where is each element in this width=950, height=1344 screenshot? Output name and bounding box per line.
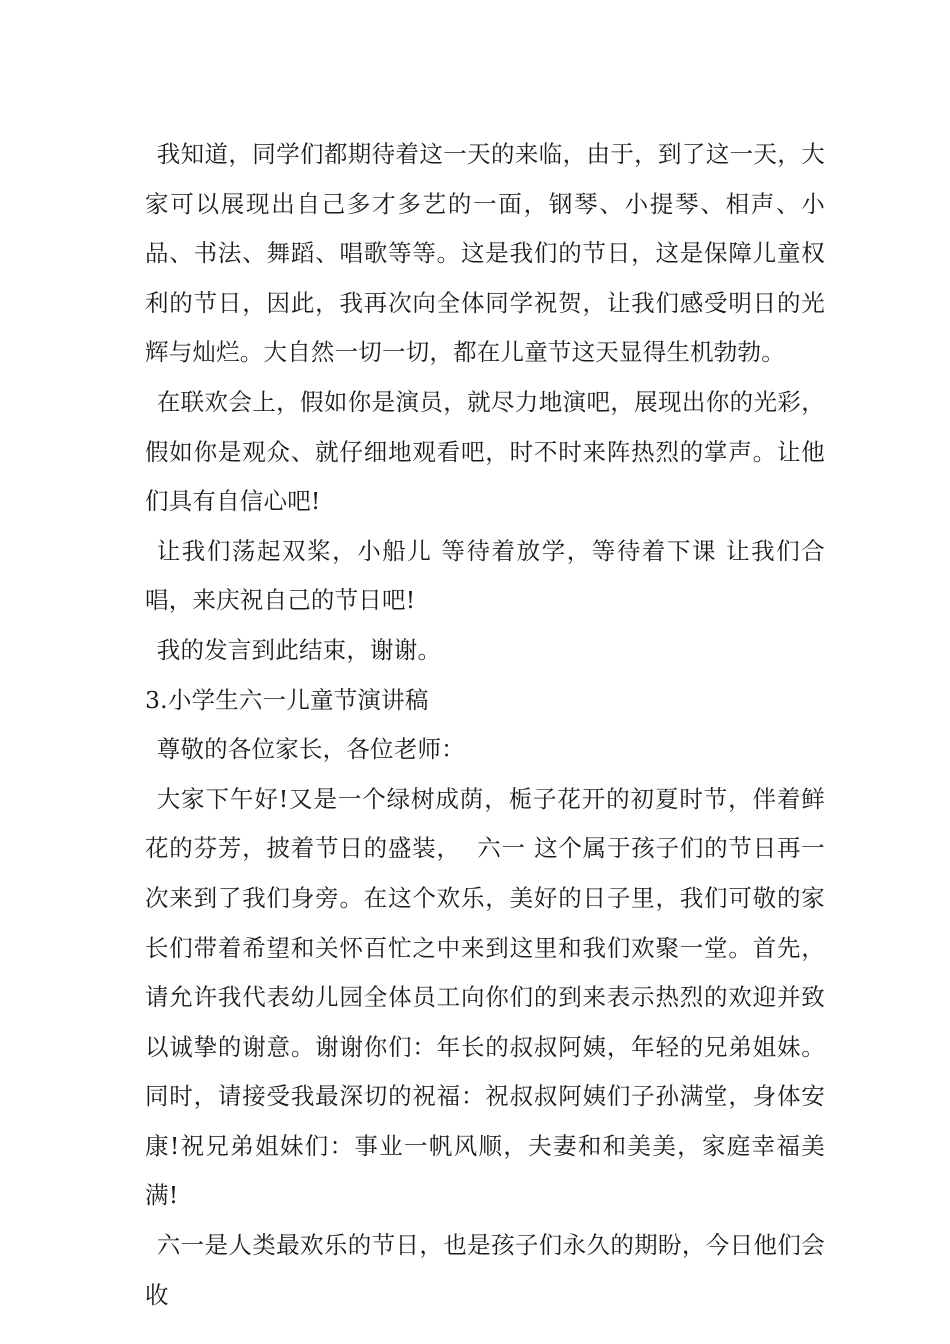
- paragraph-sing-together: 让我们荡起双桨，小船儿 等待着放学，等待着下课 让我们合唱，来庆祝自己的节日吧!: [145, 536, 825, 615]
- paragraph-closing: 我的发言到此结束，谢谢。: [156, 635, 442, 664]
- paragraph-party: 在联欢会上，假如你是演员，就尽力地演吧，展现出你的光彩，假如你是观众、就仔细地观看吧，时不时来阵热烈的掌声。让他们具有自信心吧!: [145, 387, 825, 516]
- paragraph-talent-show: 我知道，同学们都期待着这一天的来临，由于，到了这一天，大家可以展现出自己多才多艺的一面，钢琴、小提琴、相声、小品、书法、舞蹈、唱歌等等。这是我们的节日，这是保障儿童权利的节日，因此，我再次向全体同学祝贺，让我们感受明日的光辉与灿烂。大自然一切一切，都在儿童节这天显得生机勃勃。: [145, 140, 825, 367]
- paragraph-greeting: 大家下午好!又是一个绿树成荫，栀子花开的初夏时节，伴着鲜花的芬芳，披着节日的盛装， 六一 这个属于孩子们的节日再一次来到了我们身旁。在这个欢乐，美好的日子里，我们可敬的家长们带着希望和关怀百忙之中来到这里和我们欢聚一堂。首先，请允许我代表幼儿园全体员工向你们的到来表示热烈的欢迎并致以诚挚的谢意。谢谢你们：年长的叔叔阿姨，年轻的兄弟姐妹。同时，请接受我最深切的祝福：祝叔叔阿姨们子孙满堂，身体安康!祝兄弟姐妹们：事业一帆风顺，夫妻和和美美，家庭幸福美满!: [145, 784, 825, 1210]
- paragraph-children-day: 六一是人类最欢乐的节日，也是孩子们永久的期盼，今日他们会收: [145, 1231, 825, 1309]
- paragraph-salutation: 尊敬的各位家长，各位老师：: [156, 735, 465, 764]
- section-heading: 3.小学生六一儿童节演讲稿: [145, 685, 429, 714]
- document-body: [145, 130, 825, 1320]
